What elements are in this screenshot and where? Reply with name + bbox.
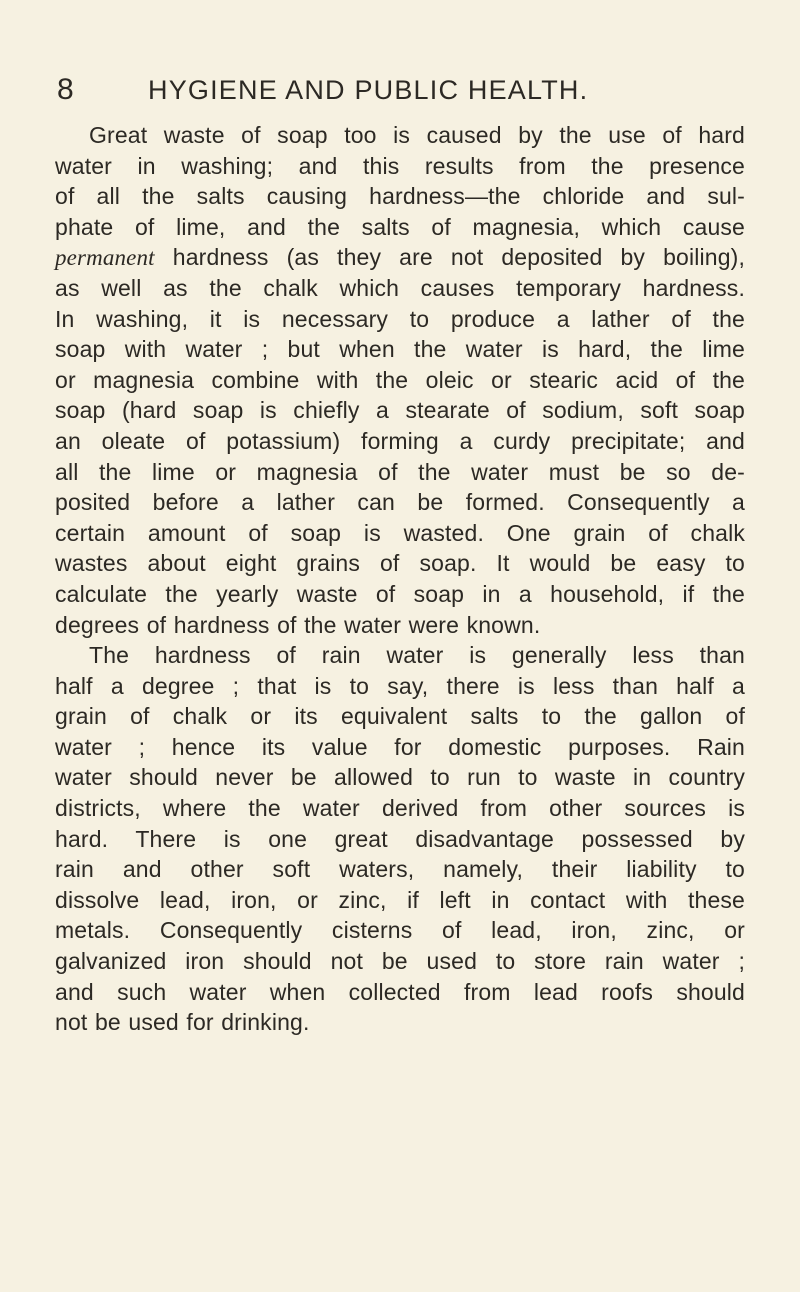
text-line <box>55 548 745 579</box>
text-line <box>55 242 745 273</box>
line-text: Great waste of soap too is caused by the use of hard <box>89 122 745 148</box>
text-line <box>55 824 745 855</box>
line-text: rain and other soft waters, namely, their liability to <box>55 856 745 883</box>
text-line <box>55 793 745 824</box>
line-text: degrees of hardness of the water were known. <box>55 611 541 638</box>
text-line <box>55 212 745 243</box>
line-text: districts, where the water derived from other sources is <box>55 795 745 822</box>
page-header <box>57 70 747 110</box>
text-line <box>55 977 745 1008</box>
line-text: galvanized iron should not be used to store rain water ; <box>55 948 745 975</box>
line-text: grain of chalk or its equivalent salts to the gallon of <box>55 703 745 730</box>
line-text: half a degree ; that is to say, there is less than half a <box>55 672 745 699</box>
line-text: water ; hence its value for domestic purposes. Rain <box>55 733 745 760</box>
line-text: soap with water ; but when the water is hard, the lime <box>55 336 745 363</box>
line-text: certain amount of soap is wasted. One grain of chalk <box>55 519 745 546</box>
text-line <box>55 915 745 946</box>
line-text: or magnesia combine with the oleic or stearic acid of the <box>55 366 745 393</box>
text-line <box>55 426 745 457</box>
text-line <box>55 151 745 182</box>
line-text: water should never be allowed to run to waste in country <box>55 764 745 791</box>
line-text: calculate the yearly waste of soap in a household, if the <box>55 580 745 607</box>
text-line <box>55 518 745 549</box>
line-text: hard. There is one great disadvantage possessed by <box>55 825 745 852</box>
italic-term: permanent <box>55 245 155 271</box>
line-text: as well as the chalk which causes temporary hardness. <box>55 274 745 301</box>
page-number: 8 <box>57 73 75 106</box>
text-line <box>55 579 745 610</box>
text-line <box>55 854 745 885</box>
line-text: and such water when collected from lead roofs should <box>55 978 745 1005</box>
text-line <box>55 640 745 671</box>
line-text: dissolve lead, iron, or zinc, if left in contact with these <box>55 886 745 913</box>
line-text: wastes about eight grains of soap. It would be easy to <box>55 550 745 577</box>
text-line <box>55 487 745 518</box>
text-line <box>55 120 745 151</box>
line-text: not be used for drinking. <box>55 1009 310 1036</box>
line-text: In washing, it is necessary to produce a lather of the <box>55 305 745 332</box>
text-line <box>55 457 745 488</box>
text-line <box>55 885 745 916</box>
text-line <box>55 334 745 365</box>
line-text: hardness (as they are not deposited by boiling), <box>154 244 745 271</box>
line-text: of all the salts causing hardness—the chloride and sul- <box>55 183 745 210</box>
line-text: The hardness of rain water is generally less than <box>89 642 745 669</box>
text-line <box>55 365 745 396</box>
body-text <box>55 120 745 1038</box>
text-line <box>55 762 745 793</box>
line-text: posited before a lather can be formed. Consequently a <box>55 489 745 516</box>
text-line <box>55 732 745 763</box>
running-head: HYGIENE AND PUBLIC HEALTH. <box>148 75 589 105</box>
text-line <box>55 701 745 732</box>
text-line <box>55 1007 745 1038</box>
text-line <box>55 304 745 335</box>
text-line <box>55 946 745 977</box>
line-text: metals. Consequently cisterns of lead, iron, zinc, or <box>55 917 745 944</box>
line-text: soap (hard soap is chiefly a stearate of sodium, soft soap <box>55 397 745 424</box>
text-line <box>55 273 745 304</box>
text-line <box>55 181 745 212</box>
line-text: water in washing; and this results from the presence <box>55 152 745 179</box>
text-line <box>55 671 745 702</box>
text-line <box>55 610 745 641</box>
text-line <box>55 395 745 426</box>
line-text: phate of lime, and the salts of magnesia, which cause <box>55 213 745 240</box>
line-text: an oleate of potassium) forming a curdy precipitate; and <box>55 427 745 454</box>
line-text: all the lime or magnesia of the water must be so de- <box>55 458 745 485</box>
